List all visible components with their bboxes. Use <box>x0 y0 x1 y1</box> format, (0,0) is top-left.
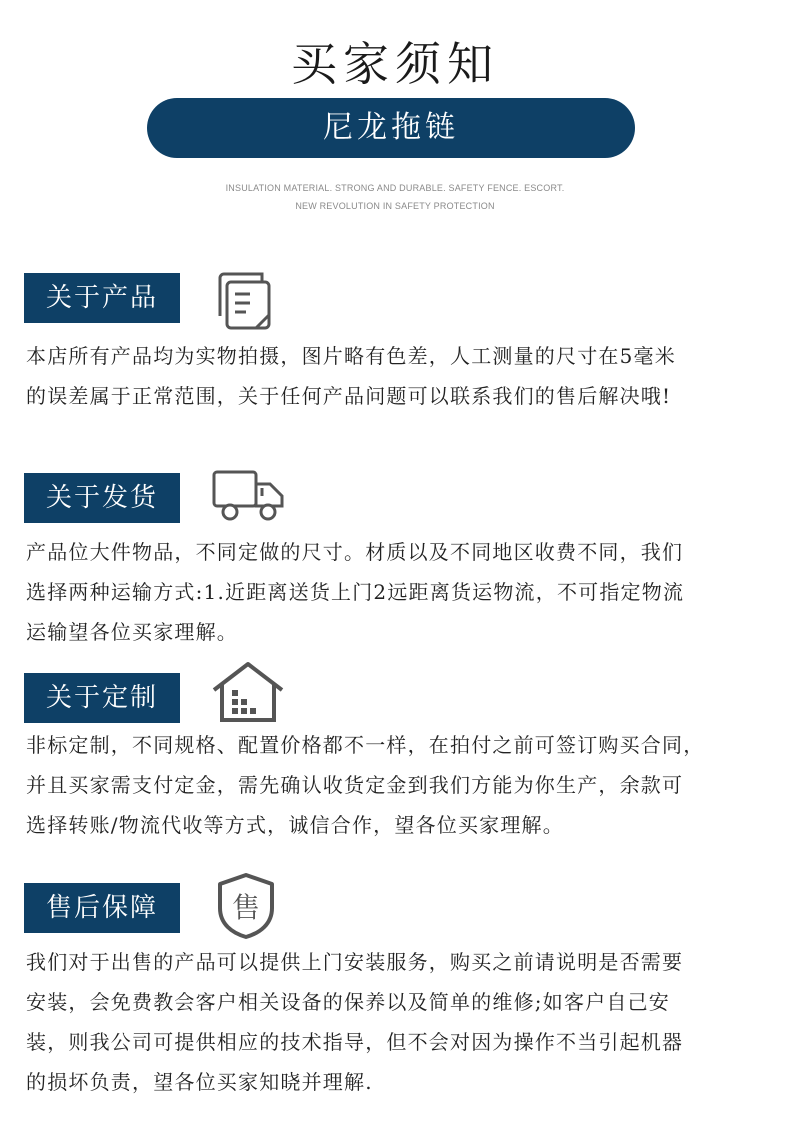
tagline-line-2: NEW REVOLUTION IN SAFETY PROTECTION <box>295 201 495 211</box>
section-body-shipping <box>26 532 776 652</box>
paragraph-line: 安装，会免费教会客户相关设备的保养以及简单的维修;如客户自己安 <box>26 990 670 1014</box>
section-heading-shipping: 关于发货 <box>24 473 180 523</box>
paragraph-line: 运输望各位买家理解。 <box>26 620 238 644</box>
paragraph-line: 选择两种运输方式:1.近距离送货上门2远距离货运物流，不可指定物流 <box>26 580 685 604</box>
document-icon <box>216 270 278 332</box>
section-body-custom <box>26 725 776 845</box>
shield-icon <box>216 872 276 940</box>
paragraph-line: 本店所有产品均为实物拍摄，图片略有色差，人工测量的尺寸在5毫米 <box>26 344 676 368</box>
section-body-product <box>26 336 776 416</box>
paragraph-line: 装，则我公司可提供相应的技术指导，但不会对因为操作不当引起机器 <box>26 1030 684 1054</box>
paragraph-line: 的损坏负责，望各位买家知晓并理解. <box>26 1070 373 1094</box>
truck-icon <box>210 466 286 524</box>
page-title: 买家须知 <box>291 37 499 91</box>
paragraph-line: 非标定制，不同规格、配置价格都不一样，在拍付之前可签订购买合同， <box>26 733 705 757</box>
tagline-line-1: INSULATION MATERIAL. STRONG AND DURABLE. SAFETY FENCE. ESCORT. <box>225 183 565 193</box>
shield-icon-label: 售 <box>231 891 261 924</box>
section-heading-aftersales: 售后保障 <box>24 883 180 933</box>
product-banner: 尼龙拖链 <box>147 98 635 158</box>
paragraph-line: 并且买家需支付定金，需先确认收货定金到我们方能为你生产，余款可 <box>26 773 684 797</box>
section-heading-product: 关于产品 <box>24 273 180 323</box>
house-icon <box>210 660 286 724</box>
paragraph-line: 我们对于出售的产品可以提供上门安装服务，购买之前请说明是否需要 <box>26 950 684 974</box>
paragraph-line: 选择转账/物流代收等方式，诚信合作，望各位买家理解。 <box>26 813 564 837</box>
paragraph-line: 产品位大件物品，不同定做的尺寸。材质以及不同地区收费不同，我们 <box>26 540 684 564</box>
paragraph-line: 的误差属于正常范围，关于任何产品问题可以联系我们的售后解决哦! <box>26 384 672 408</box>
section-heading-custom: 关于定制 <box>24 673 180 723</box>
section-body-aftersales <box>26 942 776 1102</box>
